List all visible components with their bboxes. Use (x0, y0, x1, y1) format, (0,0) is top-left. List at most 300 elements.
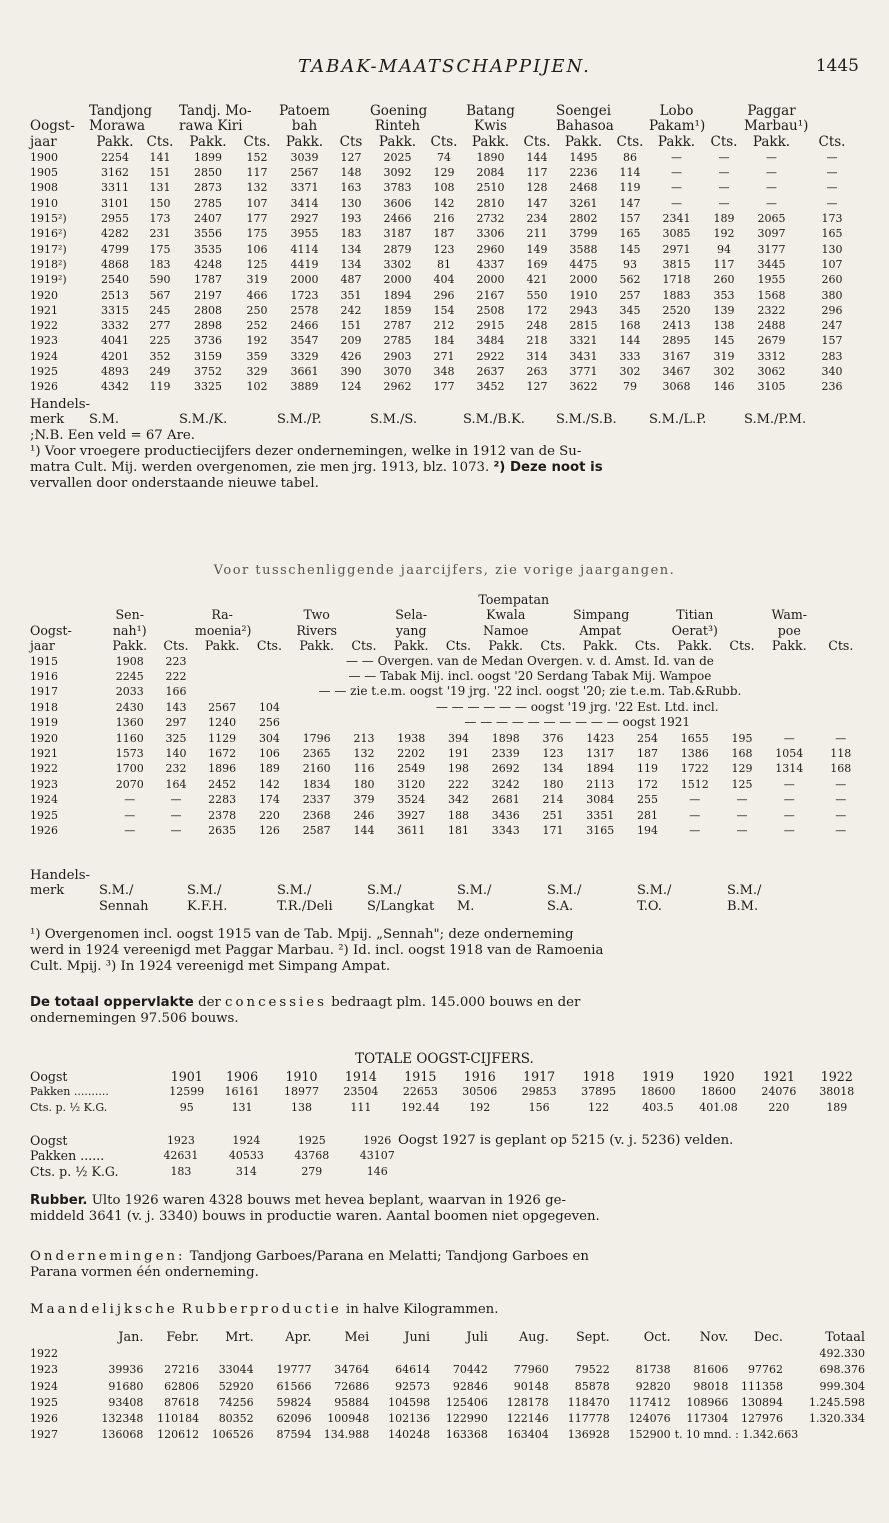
table-row (30, 761, 865, 776)
table-cell: 2903 (383, 349, 412, 363)
table-cell: 132 (246, 181, 268, 195)
table-cell: 168 (731, 747, 753, 761)
merk-cell: S.M./B.K. (463, 412, 525, 427)
table-cell: 1921 (30, 747, 58, 761)
table-cell: 3070 (383, 365, 412, 379)
table-cell: 1917²) (30, 242, 67, 256)
totale-oogst-title: TOTALE OOGST-CIJFERS. (355, 1051, 534, 1067)
rubber-line-2: middeld 3641 (v. j. 3340) bouws in productie waren. Aantal boomen niet opgegeven. (30, 1209, 600, 1224)
table-cell: 192 (246, 334, 268, 348)
table-cell: 245 (149, 303, 171, 317)
table-cell: 3622 (569, 380, 598, 394)
table-cell: 2378 (208, 808, 237, 822)
table-cell: 146 (366, 1164, 388, 1178)
table-cell: 4337 (476, 257, 505, 271)
table-cell: t. 10 mnd. : 1.342.663 (674, 1428, 799, 1442)
table-cell: 296 (433, 288, 455, 302)
table-cell: 1926 (30, 380, 58, 394)
table-cell: Cts. (523, 133, 551, 150)
table-cell: 3535 (194, 242, 222, 256)
table-cell: 1926 (363, 1134, 392, 1147)
table-cell: 550 (526, 288, 548, 302)
header-cell: Sept. (575, 1330, 610, 1345)
table-cell: 1722 (680, 762, 709, 776)
table-cell: 134.988 (323, 1428, 370, 1442)
table-cell: 2810 (476, 196, 505, 210)
table-cell: 1.320.334 (809, 1412, 865, 1426)
table-row (30, 1395, 865, 1411)
table-cell: Cts. (634, 638, 661, 654)
merk-cell: S.M./ (277, 883, 312, 898)
table-cell: 183 (170, 1164, 192, 1178)
table-cell: 1916 (30, 670, 58, 684)
table-cell: 86 (623, 150, 637, 164)
table-cell: Cts. (540, 638, 566, 654)
table-cell: 3159 (194, 349, 222, 363)
table-cell: 2197 (194, 288, 222, 302)
table-cell: 1916 (463, 1069, 496, 1084)
table-cell: rawa Kiri (179, 118, 243, 135)
table-cell: 2922 (476, 349, 505, 363)
table-cell: — (736, 808, 748, 822)
table-cell (533, 607, 573, 622)
table-cell: 2692 (491, 762, 520, 776)
table-cell: 2567 (290, 166, 319, 180)
rubber-line-1: Ulto 1926 waren 4328 bouws met hevea beplant, waarvan in 1926 ge- (87, 1193, 566, 1208)
merk-cell: S.M./ (99, 883, 134, 898)
table-cell (157, 607, 195, 622)
table-cell: 1914 (344, 1069, 377, 1084)
table-cell: 1.245.598 (809, 1395, 865, 1409)
table-cell: 2000 (383, 273, 412, 287)
table-cell: — (826, 196, 838, 210)
totaal-paragraph (30, 995, 865, 1027)
table-cell: 192 (713, 227, 735, 241)
table-row (30, 654, 865, 669)
table-cell: 342 (447, 793, 469, 807)
footnote-2-3: Cult. Mpij. ³) In 1924 vereenigd met Simpang Ampat. (30, 959, 391, 974)
table-cell: 3311 (101, 181, 129, 195)
table-cell: 152 (246, 150, 268, 164)
table-cell: 2341 (662, 212, 691, 226)
table-cell: 40533 (228, 1149, 264, 1163)
table-cell: Cts. (616, 133, 644, 150)
table-cell: 180 (542, 777, 564, 791)
note-1927: Oogst 1927 is geplant op 5215 (v. j. 5236) velden. (398, 1133, 734, 1148)
table-row (30, 1379, 865, 1395)
table-cell: 1922 (30, 762, 58, 776)
table-cell: 130 (821, 242, 843, 256)
table-cell: 1360 (115, 716, 144, 730)
totaal-text-a: der (193, 995, 226, 1010)
table-row (30, 288, 865, 303)
table-cell: 138 (290, 1100, 312, 1114)
table-cell: 218 (526, 334, 548, 348)
table-cell: 2787 (383, 319, 412, 333)
table-cell: 181 (447, 824, 469, 838)
table-cell: Marbau¹) (744, 118, 809, 135)
table-cell: 3321 (569, 334, 598, 348)
table-cell: 1921 (762, 1069, 795, 1084)
merk-cell: T.R./Deli (277, 898, 333, 914)
table-cell: 147 (619, 196, 641, 210)
table-cell: 492.330 (819, 1347, 865, 1361)
table-cell: 2000 (476, 273, 505, 287)
table-cell: 106 (246, 242, 268, 256)
table-cell: Oogst- (30, 622, 72, 638)
table-cell: 223 (165, 654, 187, 668)
table-cell (249, 623, 289, 638)
merk-cell: S.M./S. (370, 412, 417, 427)
table-cell: 257 (619, 288, 641, 302)
table-cell: 2540 (101, 273, 129, 287)
table-cell: Sen- (115, 607, 144, 623)
table-cell (573, 592, 628, 607)
table-cell: 195 (731, 731, 753, 745)
table-cell: 2000 (569, 273, 598, 287)
table-cell: 168 (830, 762, 852, 776)
table-cell: 122146 (506, 1412, 549, 1426)
table-cell: 1908 (30, 181, 58, 195)
table-cell: 1920 (30, 731, 58, 745)
merk-cell: S.M./ (367, 883, 402, 898)
table-cell: Patoem (279, 103, 330, 119)
table-cell (384, 592, 439, 607)
table-cell: 127976 (740, 1412, 783, 1426)
table-cell: 132 (353, 747, 375, 761)
table-cell: 117 (246, 166, 268, 180)
table-cell: 52920 (218, 1379, 254, 1393)
totaal-spaced: concessies (225, 995, 327, 1010)
table-cell: Paggar (747, 103, 796, 119)
table-cell: 234 (526, 212, 548, 226)
table-cell: 93408 (108, 1395, 144, 1409)
table-cell: 3329 (290, 349, 319, 363)
table-cell: 3332 (101, 319, 129, 333)
table-cell: 125 (731, 777, 753, 791)
table-cell: 1922 (30, 319, 58, 333)
table-cell: Kwala (486, 607, 526, 623)
table-cell: 125406 (445, 1395, 488, 1409)
table-cell: 2513 (101, 288, 129, 302)
table-row (30, 684, 865, 699)
table-cell: Pakk. (393, 638, 429, 654)
table-cell (628, 592, 668, 607)
table-cell: 348 (433, 365, 455, 379)
table-cell: — (766, 181, 777, 195)
table-cell: 122990 (445, 1412, 488, 1426)
table-cell: Pakk. (378, 133, 417, 150)
tabak-production-table-2 (30, 592, 865, 839)
merk-cell: M. (457, 898, 475, 914)
merk-cell: S.M./ (187, 883, 222, 898)
table-cell: Toempatan (478, 592, 550, 607)
ondernemingen-paragraph (30, 1249, 865, 1281)
table-cell: 2365 (302, 747, 331, 761)
merk-cell: merk (30, 412, 65, 427)
table-cell: Simpang (572, 607, 630, 623)
table-cell: 106 (258, 747, 280, 761)
table-cell (722, 607, 762, 622)
table-cell: 2879 (383, 242, 412, 256)
table-cell: 110184 (157, 1412, 200, 1426)
table-cell: jaar (30, 638, 55, 654)
table-cell: 108966 (686, 1395, 729, 1409)
table-cell: 1317 (586, 747, 615, 761)
table-cell: 304 (258, 731, 280, 745)
table-cell: Oogst (30, 1069, 68, 1084)
table-cell: 3588 (569, 242, 598, 256)
table-cell: 4799 (101, 242, 129, 256)
table-cell: 1925 (30, 808, 58, 822)
table-cell: 1672 (208, 747, 237, 761)
table-cell: 136068 (101, 1428, 144, 1442)
table-cell: Goening (370, 103, 428, 119)
table-cell: 2466 (290, 319, 319, 333)
table-cell: 590 (149, 273, 171, 287)
table-cell: 124076 (628, 1412, 671, 1426)
table-cell: 23504 (343, 1085, 379, 1099)
table-cell: 165 (619, 227, 641, 241)
table-row (30, 1427, 865, 1443)
merk-cell: S.M./ (637, 883, 672, 898)
table-cell: 91680 (108, 1379, 144, 1393)
table-cell: 134 (340, 242, 362, 256)
table-cell: 283 (821, 349, 843, 363)
table-cell: — (766, 166, 777, 180)
footnote-2-bold: ²) Deze noot is (493, 460, 603, 475)
table-cell (332, 104, 370, 119)
table-cell: Pakken ...... (30, 1148, 105, 1164)
table-cell: 1923 (30, 334, 58, 348)
table-cell: bah (291, 118, 318, 135)
table-cell: 3783 (383, 181, 412, 195)
table-cell: 3452 (476, 380, 505, 394)
table-row (30, 349, 865, 364)
table-cell: Namoe (482, 622, 529, 638)
table-cell: 2452 (208, 777, 237, 791)
header-cell: Oct. (643, 1330, 671, 1345)
table-cell: — (783, 731, 795, 745)
table-cell: — (170, 808, 182, 822)
table-cell: 95884 (334, 1395, 370, 1409)
table-cell: 1834 (302, 777, 331, 791)
table-cell: 140 (165, 747, 187, 761)
table-row (30, 333, 865, 348)
table-cell: 1925 (30, 365, 58, 379)
table-cell: 142 (258, 777, 280, 791)
table-cell: 3889 (290, 380, 319, 394)
maandelijk-a: Maandelijksche (30, 1302, 178, 1317)
table-cell (628, 607, 668, 622)
table-cell: 3556 (194, 227, 222, 241)
span-note: — — Overgen. van de Medan Overgen. v. d. Amst. Id. van de (345, 653, 714, 668)
table-cell: 104598 (388, 1395, 431, 1409)
table-cell: Cts. (351, 638, 377, 654)
table-cell: Pakk. (96, 133, 134, 150)
table-cell: 72686 (334, 1379, 370, 1393)
merk-cell: S.M./ (547, 883, 582, 898)
table-cell: 3187 (383, 227, 412, 241)
table-cell: Oerat³) (671, 622, 718, 638)
table-cell: Sela- (395, 607, 428, 623)
table-cell: 30506 (462, 1085, 498, 1099)
table-cell: 117778 (567, 1412, 610, 1426)
table-cell: 698.376 (819, 1363, 865, 1377)
table-cell: Cts. (710, 133, 738, 150)
table-cell: 104 (258, 700, 280, 714)
table-cell: 79522 (574, 1363, 610, 1377)
table-cell: 94 (717, 242, 731, 256)
table-cell: 95 (179, 1100, 194, 1114)
table-cell: 1915 (30, 654, 58, 668)
table-cell: 3752 (194, 365, 222, 379)
table-cell: 98018 (693, 1379, 729, 1393)
table-cell: 421 (526, 273, 548, 287)
table-cell: 1918 (30, 700, 58, 714)
table-cell: 74 (437, 150, 451, 164)
table-cell: 2430 (115, 700, 144, 714)
table-cell: 333 (619, 349, 641, 363)
table-cell: 2567 (208, 700, 237, 714)
table-cell: 260 (821, 273, 843, 287)
table-cell: 379 (353, 793, 375, 807)
table-cell: 37895 (581, 1085, 617, 1099)
table-cell: 118 (830, 747, 852, 761)
table-cell: Cts (339, 133, 363, 150)
table-cell: Bahasoa (556, 118, 614, 135)
totaal-label: De totaal oppervlakte (30, 995, 194, 1010)
table-cell: Cts. (256, 638, 283, 654)
table-cell: 193 (340, 212, 362, 226)
table-cell: 4475 (569, 257, 598, 271)
table-cell: 1917 (523, 1069, 556, 1084)
table-cell: 3085 (662, 227, 691, 241)
table-cell: 144 (353, 824, 375, 838)
table-cell: 3315 (101, 303, 129, 317)
table-cell (311, 1346, 369, 1362)
table-cell (369, 1346, 430, 1362)
table-cell: 191 (447, 747, 469, 761)
table-cell: 145 (619, 242, 641, 256)
page-header (0, 52, 889, 82)
table-cell: 16161 (224, 1085, 260, 1099)
table-cell: 220 (768, 1100, 790, 1114)
table-cell: Two (303, 607, 330, 623)
table-cell: 256 (258, 716, 280, 730)
table-cell: 163368 (445, 1428, 488, 1442)
table-cell: 3039 (290, 150, 319, 164)
table-cell: 127 (340, 150, 362, 164)
table-cell: 177 (246, 212, 268, 226)
table-cell: 92820 (635, 1379, 671, 1393)
table-cell: 163404 (506, 1428, 549, 1442)
table-cell: 297 (165, 716, 187, 730)
table-cell: 2873 (194, 181, 222, 195)
header-cell: Dec. (753, 1330, 783, 1345)
table-cell: 107 (821, 257, 843, 271)
table-cell: 1915 (404, 1069, 437, 1084)
table-cell: 166 (165, 685, 187, 699)
table-cell: 18600 (700, 1085, 736, 1099)
table-cell: 567 (149, 288, 171, 302)
table-cell: 172 (526, 303, 548, 317)
table-cell: 64614 (395, 1363, 431, 1377)
table-cell: 2960 (476, 242, 505, 256)
table-cell: 2025 (383, 150, 412, 164)
table-cell: 92846 (452, 1379, 488, 1393)
table-cell: 999.304 (819, 1379, 865, 1393)
table-cell: 1924 (232, 1134, 261, 1147)
table-cell: 222 (447, 777, 469, 791)
handels-label-1: Handels- (30, 397, 91, 412)
table-cell: — (718, 181, 730, 195)
table-cell: 157 (619, 212, 641, 226)
table-cell: 2202 (397, 747, 426, 761)
table-cell: 246 (353, 808, 375, 822)
table-row (30, 303, 865, 318)
table-cell: 189 (258, 762, 280, 776)
table-cell: 277 (149, 319, 171, 333)
header-cell: Juni (404, 1330, 431, 1345)
table-cell: 187 (433, 227, 455, 241)
table-cell: 1512 (680, 777, 709, 791)
table-cell: 1919 (30, 716, 58, 730)
table-cell: 2895 (662, 334, 691, 348)
table-cell: 1925 (30, 1395, 58, 1409)
table-cell: 130 (340, 196, 362, 210)
table-cell: 302 (713, 365, 735, 379)
header-row (30, 104, 865, 119)
table-row (30, 364, 865, 379)
table-row (30, 150, 865, 165)
table-cell: Cts. (818, 133, 846, 150)
table-cell (611, 119, 649, 134)
table-cell: Pakk. (771, 638, 807, 654)
table-cell: 1919²) (30, 273, 67, 287)
table-cell: 2898 (194, 319, 222, 333)
table-cell (728, 1346, 783, 1362)
table-cell: Cts. (243, 133, 271, 150)
table-cell: 353 (713, 288, 735, 302)
table-cell: 3092 (383, 166, 412, 180)
table-cell: — (835, 777, 847, 791)
table-cell: 1922 (820, 1069, 853, 1084)
table-cell: 1894 (383, 288, 412, 302)
table-cell (799, 119, 865, 134)
table-cell: 1918²) (30, 257, 67, 271)
table-row (30, 731, 865, 746)
table-cell: 242 (340, 303, 362, 317)
header-cell: Juli (466, 1330, 488, 1345)
table-cell: 2637 (476, 365, 505, 379)
table-cell: — (689, 793, 701, 807)
table-cell: Titian (676, 607, 714, 623)
table-row (30, 715, 865, 730)
table-cell (817, 592, 865, 607)
table-cell: 194 (637, 824, 658, 838)
table-cell: — (124, 808, 136, 822)
merk-cell: K.F.H. (187, 898, 228, 914)
table-cell: — (835, 793, 847, 807)
table-cell (817, 607, 865, 622)
table-cell: 248 (526, 319, 548, 333)
table-cell: 404 (433, 273, 455, 287)
table-cell: 1054 (775, 747, 804, 761)
table-cell: — (835, 824, 847, 838)
merk-cell: S.M./S.B. (556, 412, 617, 427)
table-cell (533, 623, 573, 638)
